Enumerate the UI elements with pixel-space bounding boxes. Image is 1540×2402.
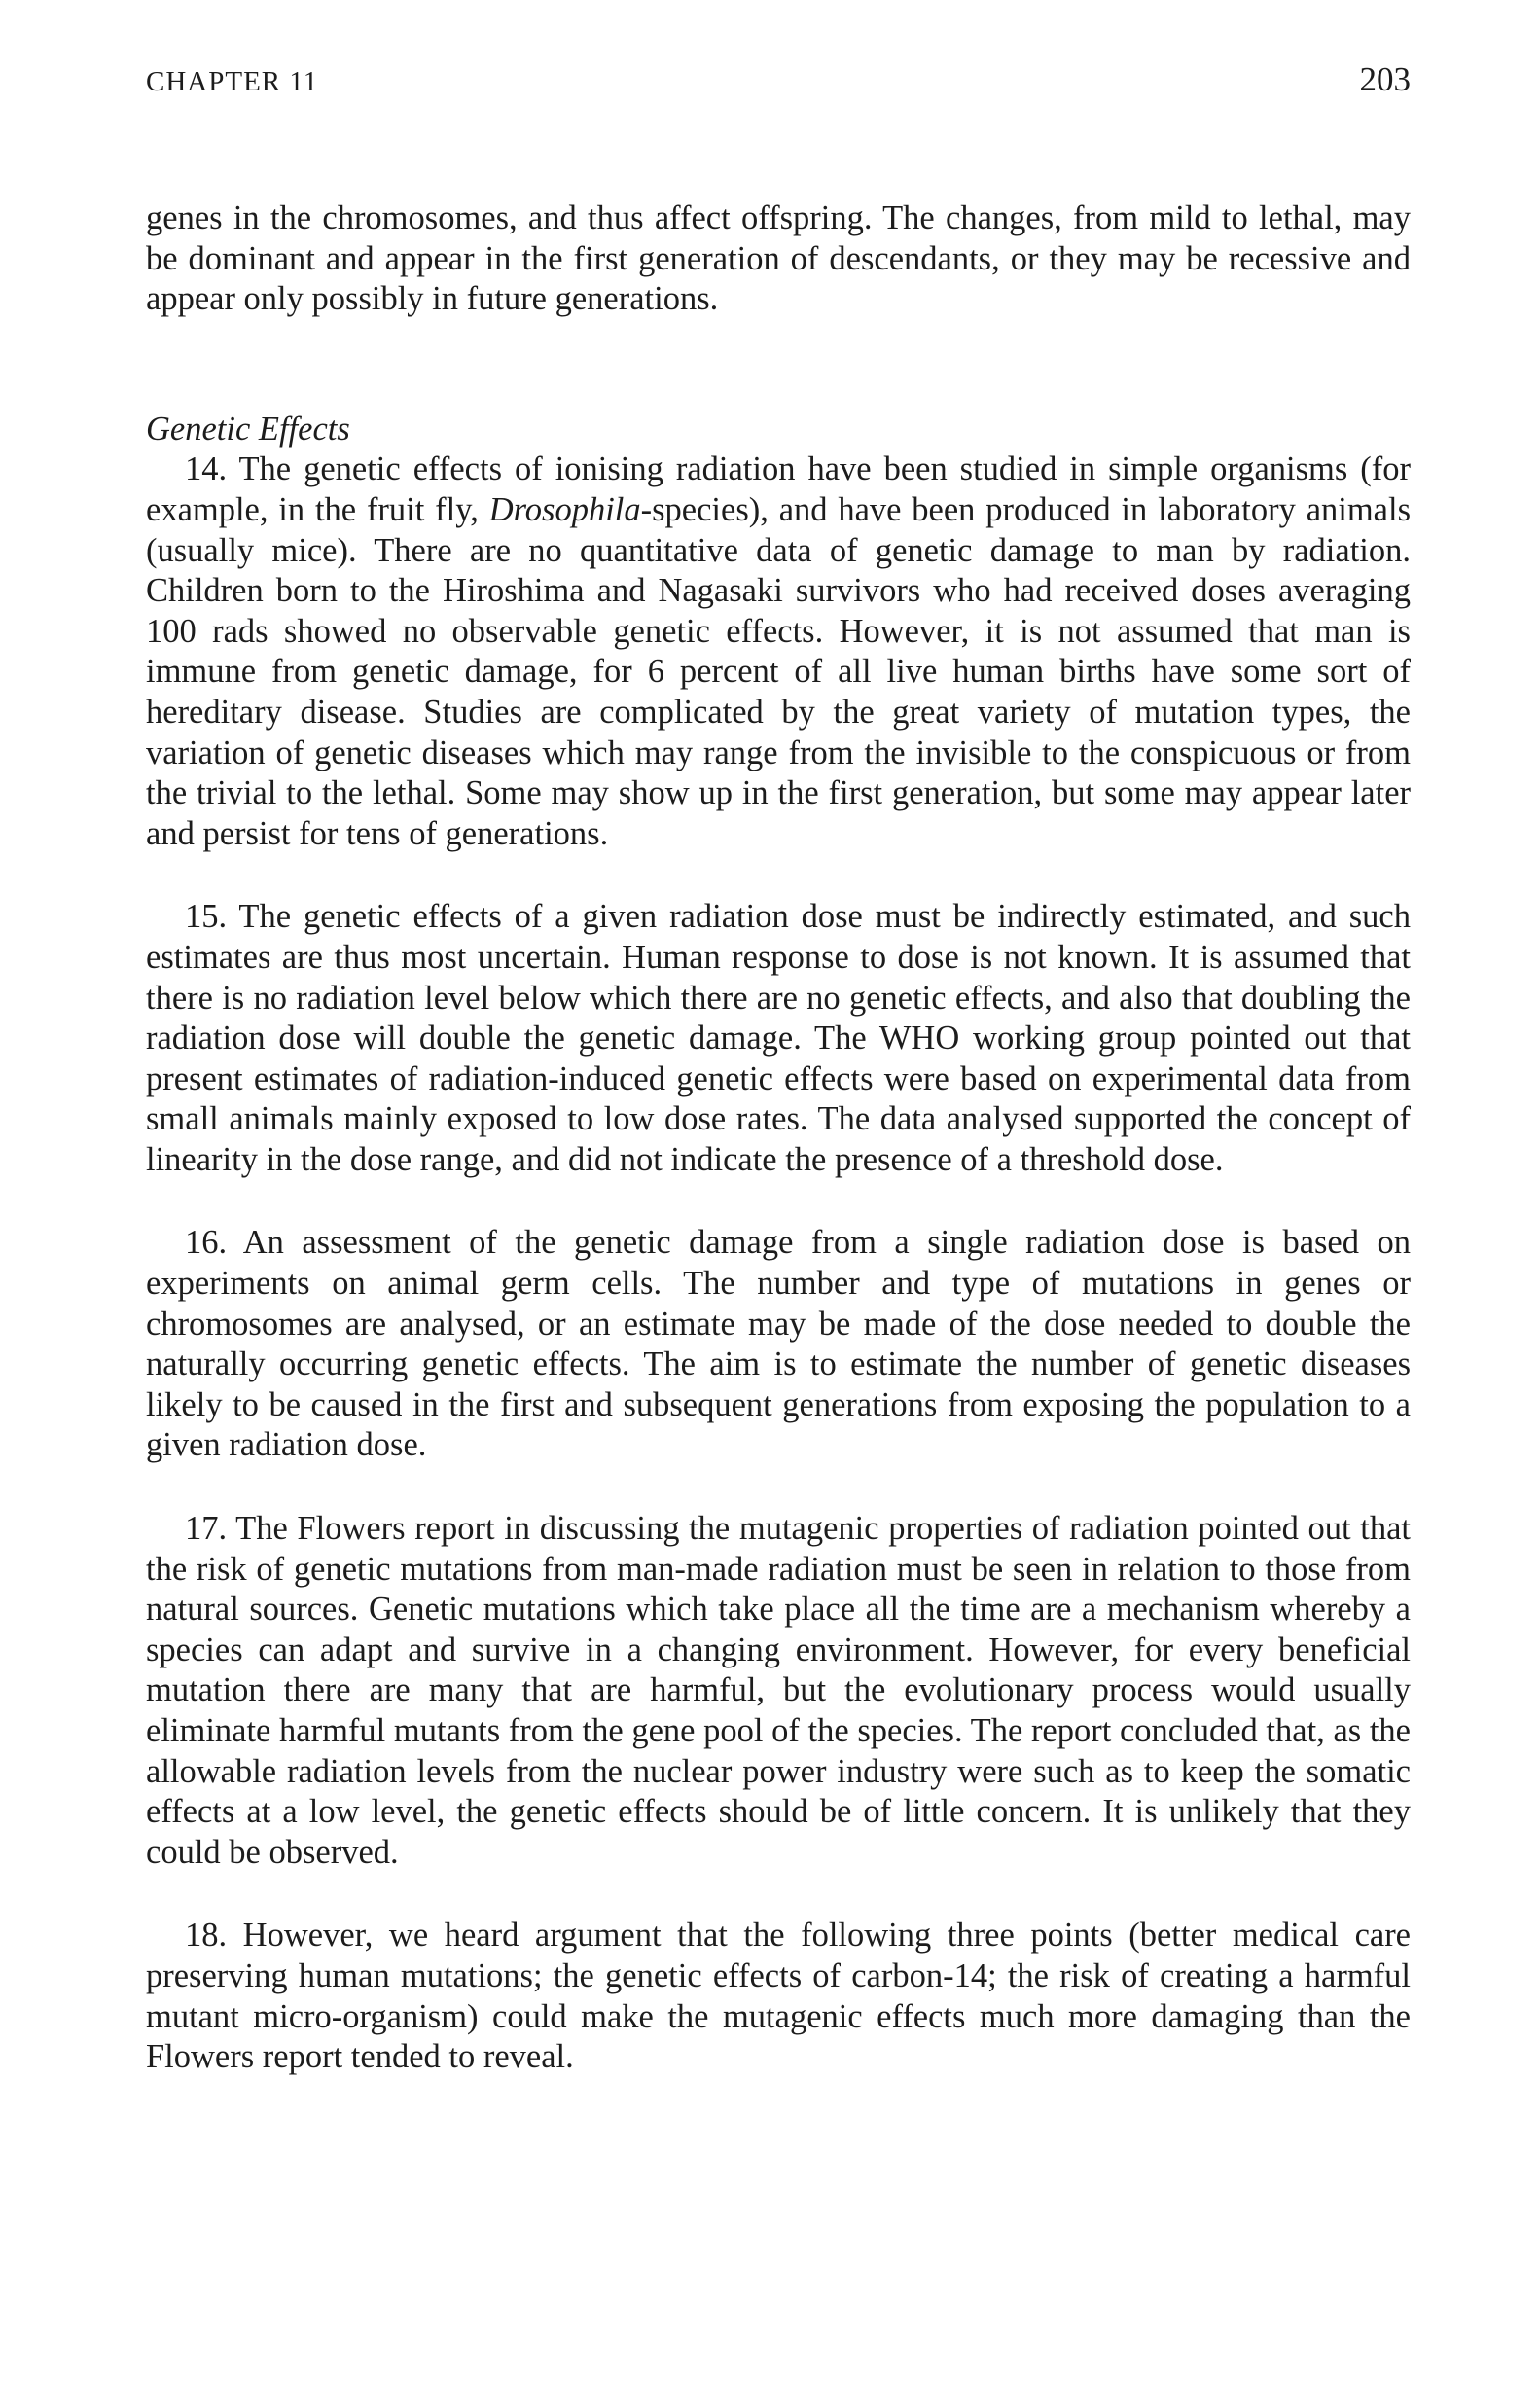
chapter-label: CHAPTER 11 xyxy=(146,66,319,97)
paragraph-continuation: genes in the chromosomes, and thus affect offspring. The changes, from mild to lethal, may be dominant and appear in the first generation of descendants, or they may be recessive and appear only possibly in future generations. xyxy=(146,199,1411,318)
paragraph-14 xyxy=(146,449,1411,854)
page-number: 203 xyxy=(1359,60,1411,98)
paragraph-14-part-2: -species), and have been produced in laboratory animals (usually mice). There are no quantitative data of genetic damage to man by radiation. Children born to the Hiroshima and Nagasaki survivors who had received doses averaging 100 rads showed no observable genetic effects. However, it is not assumed that man is immune from genetic damage, for 6 percent of all live human births have some sort of hereditary disease. Studies are complicated by the great variety of mutation types, the variation of genetic diseases which may range from the invisible to the conspicuous or from the trivial to the lethal. Some may show up in the first generation, but some may appear later and persist for tens of generations. xyxy=(146,490,1412,852)
paragraph-16: 16. An assessment of the genetic damage from a single radiation dose is based on experiments on animal germ cells. The number and type of mutations in genes or chromosomes are analysed, or an estimate may be made of the dose needed to double the naturally occurring genetic effects. The aim is to estimate the number of genetic diseases likely to be caused in the first and subsequent generations from exposing the population to a given radiation dose. xyxy=(146,1224,1411,1464)
body-text xyxy=(146,198,1411,2078)
paragraph-14-part-1: 14. The genetic effects of ionising radiation have been studied in simple organisms (for example, in the fruit fly, xyxy=(146,450,1411,528)
paragraph-18: 18. However, we heard argument that the following three points (better medical care preserving human mutations; the genetic effects of carbon-14; the risk of creating a harmful mutant micro-organism) could make the mutagenic effects much more damaging than the Flowers report tended to reveal. xyxy=(146,1917,1411,2076)
section-heading-genetic-effects: Genetic Effects xyxy=(146,410,350,448)
running-head xyxy=(146,60,1411,119)
species-name-drosophila: Drosophila xyxy=(488,490,641,528)
paragraph-17: 17. The Flowers report in discussing the mutagenic properties of radiation pointed out that the risk of genetic mutations from man-made radiation must be seen in relation to those from natural sources. Genetic mutations which take place all the time are a mechanism whereby a species can adapt and survive in a changing environment. However, for every beneficial mutation there are many that are harmful, but the evolutionary process would usually eliminate harmful mutants from the gene pool of the species. The report concluded that, as the allowable radiation levels from the nuclear power industry were such as to keep the somatic effects at a low level, the genetic effects should be of little concern. It is unlikely that they could be observed. xyxy=(146,1510,1411,1871)
document-page xyxy=(146,60,1411,2078)
paragraph-15: 15. The genetic effects of a given radiation dose must be indirectly estimated, and such estimates are thus most uncertain. Human response to dose is not known. It is assumed that there is no radiation level below which there are no genetic effects, and also that doubling the radiation dose will double the genetic damage. The WHO working group pointed out that present estimates of radiation-induced genetic effects were based on experimental data from small animals mainly exposed to low dose rates. The data analysed supported the concept of linearity in the dose range, and did not indicate the presence of a threshold dose. xyxy=(146,898,1411,1178)
